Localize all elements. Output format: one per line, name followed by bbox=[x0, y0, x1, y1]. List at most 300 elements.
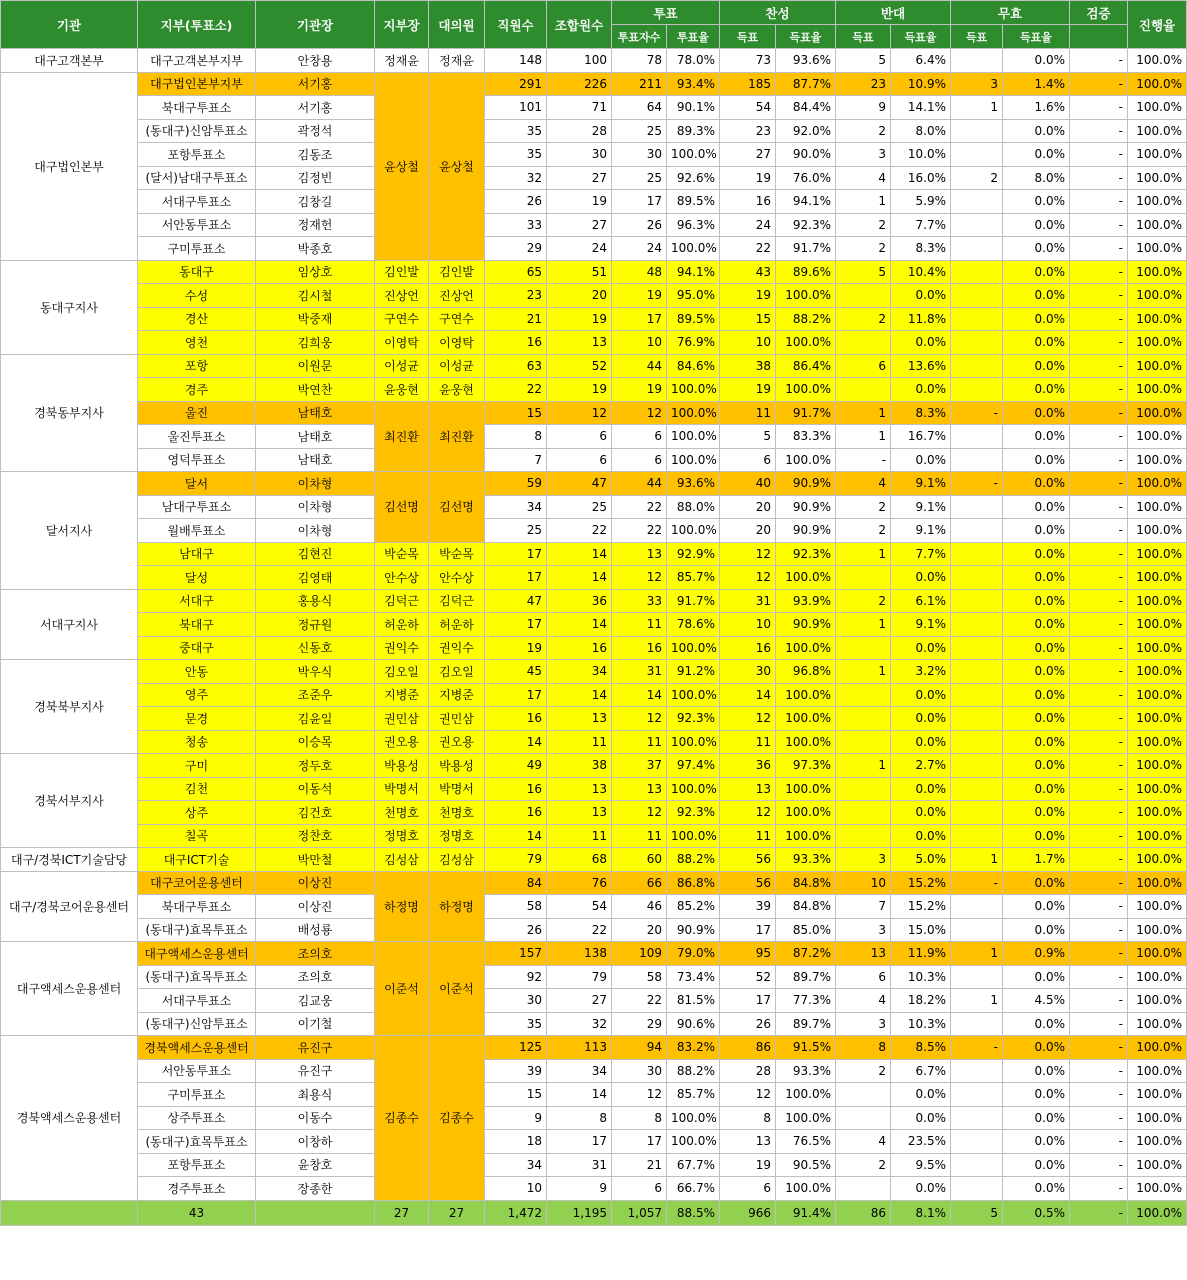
total-verify-cell: - bbox=[1070, 1200, 1128, 1225]
head-cell: 김희웅 bbox=[256, 331, 375, 355]
staff-cell: 39 bbox=[485, 1059, 547, 1083]
members-cell: 51 bbox=[547, 260, 612, 284]
head-cell: 이차형 bbox=[256, 519, 375, 543]
no-count-cell: 1 bbox=[836, 660, 891, 684]
no-count-cell bbox=[836, 683, 891, 707]
vote-rate-cell: 78.0% bbox=[667, 49, 720, 73]
no-count-cell bbox=[836, 1177, 891, 1201]
branch-head-cell: 김성삼 bbox=[375, 848, 429, 872]
invalid-count-cell: 2 bbox=[951, 166, 1003, 190]
head-cell: 정두호 bbox=[256, 754, 375, 778]
head-cell: 이동석 bbox=[256, 777, 375, 801]
branch-cell: 달서 bbox=[138, 472, 256, 496]
org-cell: 대구법인본부 bbox=[1, 72, 138, 260]
yes-count-cell: 16 bbox=[720, 190, 776, 214]
progress-cell: 100.0% bbox=[1128, 354, 1187, 378]
members-cell: 20 bbox=[547, 284, 612, 308]
total-head-cell bbox=[256, 1200, 375, 1225]
yes-count-cell: 8 bbox=[720, 1106, 776, 1130]
header-vote: 투표 bbox=[612, 1, 720, 25]
vote-rate-cell: 100.0% bbox=[667, 378, 720, 402]
no-rate-cell: 0.0% bbox=[891, 331, 951, 355]
head-cell: 김정빈 bbox=[256, 166, 375, 190]
staff-cell: 25 bbox=[485, 519, 547, 543]
no-count-cell bbox=[836, 331, 891, 355]
no-rate-cell: 0.0% bbox=[891, 1083, 951, 1107]
no-count-cell bbox=[836, 777, 891, 801]
header-invalid-rate: 득표율 bbox=[1003, 25, 1070, 49]
delegate-cell: 구연수 bbox=[429, 307, 485, 331]
total-no-count-cell: 86 bbox=[836, 1200, 891, 1225]
invalid-count-cell bbox=[951, 260, 1003, 284]
yes-rate-cell: 100.0% bbox=[776, 1106, 836, 1130]
invalid-count-cell: - bbox=[951, 871, 1003, 895]
invalid-rate-cell: 0.0% bbox=[1003, 895, 1070, 919]
table-row bbox=[1, 1130, 1187, 1154]
branch-cell: 중대구 bbox=[138, 636, 256, 660]
members-cell: 13 bbox=[547, 331, 612, 355]
table-row bbox=[1, 918, 1187, 942]
no-count-cell: 10 bbox=[836, 871, 891, 895]
members-cell: 19 bbox=[547, 378, 612, 402]
table-body bbox=[1, 49, 1187, 1226]
vote-rate-cell: 92.3% bbox=[667, 707, 720, 731]
delegate-cell: 정재윤 bbox=[429, 49, 485, 73]
progress-cell: 100.0% bbox=[1128, 425, 1187, 449]
vote-rate-cell: 100.0% bbox=[667, 1106, 720, 1130]
vote-count-cell: 37 bbox=[612, 754, 667, 778]
invalid-rate-cell: 0.0% bbox=[1003, 1130, 1070, 1154]
vote-rate-cell: 100.0% bbox=[667, 237, 720, 261]
yes-count-cell: 20 bbox=[720, 519, 776, 543]
invalid-rate-cell: 1.4% bbox=[1003, 72, 1070, 96]
table-row bbox=[1, 1012, 1187, 1036]
progress-cell: 100.0% bbox=[1128, 918, 1187, 942]
verify-cell: - bbox=[1070, 49, 1128, 73]
vote-count-cell: 10 bbox=[612, 331, 667, 355]
invalid-count-cell bbox=[951, 425, 1003, 449]
progress-cell: 100.0% bbox=[1128, 636, 1187, 660]
branch-head-cell: 지병준 bbox=[375, 683, 429, 707]
branch-cell: 남대구 bbox=[138, 542, 256, 566]
invalid-rate-cell: 0.0% bbox=[1003, 566, 1070, 590]
yes-count-cell: 17 bbox=[720, 989, 776, 1013]
members-cell: 14 bbox=[547, 683, 612, 707]
vote-rate-cell: 66.7% bbox=[667, 1177, 720, 1201]
invalid-count-cell bbox=[951, 730, 1003, 754]
invalid-count-cell: 1 bbox=[951, 989, 1003, 1013]
yes-count-cell: 19 bbox=[720, 284, 776, 308]
invalid-rate-cell: 0.0% bbox=[1003, 1083, 1070, 1107]
verify-cell: - bbox=[1070, 472, 1128, 496]
vote-rate-cell: 100.0% bbox=[667, 519, 720, 543]
branch-head-cell: 이준석 bbox=[375, 942, 429, 1036]
invalid-rate-cell: 0.0% bbox=[1003, 143, 1070, 167]
vote-rate-cell: 92.3% bbox=[667, 801, 720, 825]
vote-count-cell: 109 bbox=[612, 942, 667, 966]
invalid-rate-cell: 0.0% bbox=[1003, 730, 1070, 754]
yes-rate-cell: 92.0% bbox=[776, 119, 836, 143]
invalid-rate-cell: 0.0% bbox=[1003, 871, 1070, 895]
org-cell: 경북액세스운용센터 bbox=[1, 1036, 138, 1201]
head-cell: 김교웅 bbox=[256, 989, 375, 1013]
invalid-count-cell bbox=[951, 331, 1003, 355]
org-cell: 대구/경북ICT기술담당 bbox=[1, 848, 138, 872]
vote-count-cell: 22 bbox=[612, 519, 667, 543]
yes-count-cell: 6 bbox=[720, 1177, 776, 1201]
progress-cell: 100.0% bbox=[1128, 96, 1187, 120]
members-cell: 6 bbox=[547, 425, 612, 449]
no-rate-cell: 0.0% bbox=[891, 730, 951, 754]
no-rate-cell: 6.1% bbox=[891, 589, 951, 613]
yes-rate-cell: 90.9% bbox=[776, 613, 836, 637]
yes-count-cell: 11 bbox=[720, 401, 776, 425]
yes-rate-cell: 76.0% bbox=[776, 166, 836, 190]
yes-rate-cell: 87.2% bbox=[776, 942, 836, 966]
table-row bbox=[1, 566, 1187, 590]
branch-head-cell: 박순목 bbox=[375, 542, 429, 566]
yes-count-cell: 73 bbox=[720, 49, 776, 73]
staff-cell: 26 bbox=[485, 918, 547, 942]
branch-cell: 영덕투표소 bbox=[138, 448, 256, 472]
branch-head-cell: 윤상철 bbox=[375, 72, 429, 260]
progress-cell: 100.0% bbox=[1128, 1177, 1187, 1201]
head-cell: 이동수 bbox=[256, 1106, 375, 1130]
branch-cell: 상주투표소 bbox=[138, 1106, 256, 1130]
staff-cell: 22 bbox=[485, 378, 547, 402]
no-rate-cell: 15.2% bbox=[891, 871, 951, 895]
table-row bbox=[1, 871, 1187, 895]
no-rate-cell: 8.3% bbox=[891, 237, 951, 261]
delegate-cell: 정명호 bbox=[429, 824, 485, 848]
invalid-rate-cell: 0.0% bbox=[1003, 1036, 1070, 1060]
branch-cell: 경북액세스운용센터 bbox=[138, 1036, 256, 1060]
invalid-count-cell: - bbox=[951, 472, 1003, 496]
yes-rate-cell: 86.4% bbox=[776, 354, 836, 378]
vote-count-cell: 17 bbox=[612, 190, 667, 214]
no-rate-cell: 0.0% bbox=[891, 801, 951, 825]
total-staff-cell: 1,472 bbox=[485, 1200, 547, 1225]
verify-cell: - bbox=[1070, 495, 1128, 519]
progress-cell: 100.0% bbox=[1128, 613, 1187, 637]
invalid-rate-cell: 0.0% bbox=[1003, 307, 1070, 331]
table-row bbox=[1, 613, 1187, 637]
vote-count-cell: 12 bbox=[612, 707, 667, 731]
no-count-cell: 1 bbox=[836, 190, 891, 214]
branch-head-cell: 권민삼 bbox=[375, 707, 429, 731]
total-delegate-cell: 27 bbox=[429, 1200, 485, 1225]
no-rate-cell: 0.0% bbox=[891, 824, 951, 848]
head-cell: 서기홍 bbox=[256, 96, 375, 120]
branch-head-cell: 박용성 bbox=[375, 754, 429, 778]
no-count-cell bbox=[836, 801, 891, 825]
staff-cell: 29 bbox=[485, 237, 547, 261]
invalid-rate-cell: 0.0% bbox=[1003, 824, 1070, 848]
vote-rate-cell: 85.7% bbox=[667, 1083, 720, 1107]
invalid-rate-cell: 0.0% bbox=[1003, 237, 1070, 261]
staff-cell: 16 bbox=[485, 707, 547, 731]
no-rate-cell: 11.8% bbox=[891, 307, 951, 331]
no-count-cell bbox=[836, 1083, 891, 1107]
total-invalid-count-cell: 5 bbox=[951, 1200, 1003, 1225]
no-rate-cell: 5.0% bbox=[891, 848, 951, 872]
vote-rate-cell: 93.4% bbox=[667, 72, 720, 96]
yes-count-cell: 38 bbox=[720, 354, 776, 378]
header-invalid: 무효 bbox=[951, 1, 1070, 25]
verify-cell: - bbox=[1070, 542, 1128, 566]
yes-count-cell: 10 bbox=[720, 331, 776, 355]
yes-count-cell: 24 bbox=[720, 213, 776, 237]
vote-rate-cell: 100.0% bbox=[667, 824, 720, 848]
members-cell: 31 bbox=[547, 1153, 612, 1177]
staff-cell: 21 bbox=[485, 307, 547, 331]
no-count-cell: 2 bbox=[836, 519, 891, 543]
yes-rate-cell: 90.9% bbox=[776, 495, 836, 519]
progress-cell: 100.0% bbox=[1128, 801, 1187, 825]
table-row bbox=[1, 72, 1187, 96]
invalid-rate-cell: 0.0% bbox=[1003, 1059, 1070, 1083]
yes-count-cell: 86 bbox=[720, 1036, 776, 1060]
yes-rate-cell: 100.0% bbox=[776, 1177, 836, 1201]
staff-cell: 26 bbox=[485, 190, 547, 214]
delegate-cell: 김덕근 bbox=[429, 589, 485, 613]
progress-cell: 100.0% bbox=[1128, 660, 1187, 684]
vote-count-cell: 94 bbox=[612, 1036, 667, 1060]
staff-cell: 14 bbox=[485, 824, 547, 848]
invalid-count-cell bbox=[951, 378, 1003, 402]
head-cell: 유진구 bbox=[256, 1036, 375, 1060]
verify-cell: - bbox=[1070, 636, 1128, 660]
branch-head-cell: 이성균 bbox=[375, 354, 429, 378]
verify-cell: - bbox=[1070, 96, 1128, 120]
no-rate-cell: 10.9% bbox=[891, 72, 951, 96]
yes-count-cell: 56 bbox=[720, 871, 776, 895]
staff-cell: 79 bbox=[485, 848, 547, 872]
table-row bbox=[1, 895, 1187, 919]
branch-cell: (동대구)효목투표소 bbox=[138, 1130, 256, 1154]
branch-cell: (달서)남대구투표소 bbox=[138, 166, 256, 190]
branch-cell: 구미투표소 bbox=[138, 237, 256, 261]
no-count-cell: 2 bbox=[836, 495, 891, 519]
members-cell: 14 bbox=[547, 613, 612, 637]
vote-count-cell: 33 bbox=[612, 589, 667, 613]
no-count-cell: 2 bbox=[836, 589, 891, 613]
yes-rate-cell: 93.9% bbox=[776, 589, 836, 613]
org-cell: 경북북부지사 bbox=[1, 660, 138, 754]
table-row bbox=[1, 636, 1187, 660]
progress-cell: 100.0% bbox=[1128, 237, 1187, 261]
verify-cell: - bbox=[1070, 613, 1128, 637]
staff-cell: 35 bbox=[485, 119, 547, 143]
branch-head-cell: 정명호 bbox=[375, 824, 429, 848]
no-rate-cell: 0.0% bbox=[891, 1177, 951, 1201]
members-cell: 27 bbox=[547, 166, 612, 190]
branch-cell: 대구고객본부지부 bbox=[138, 49, 256, 73]
yes-rate-cell: 77.3% bbox=[776, 989, 836, 1013]
yes-count-cell: 30 bbox=[720, 660, 776, 684]
staff-cell: 45 bbox=[485, 660, 547, 684]
yes-rate-cell: 100.0% bbox=[776, 801, 836, 825]
staff-cell: 157 bbox=[485, 942, 547, 966]
head-cell: 장종한 bbox=[256, 1177, 375, 1201]
yes-count-cell: 40 bbox=[720, 472, 776, 496]
head-cell: 곽정석 bbox=[256, 119, 375, 143]
members-cell: 34 bbox=[547, 660, 612, 684]
no-count-cell: - bbox=[836, 448, 891, 472]
vote-rate-cell: 90.1% bbox=[667, 96, 720, 120]
vote-count-cell: 48 bbox=[612, 260, 667, 284]
yes-count-cell: 13 bbox=[720, 1130, 776, 1154]
invalid-rate-cell: 0.9% bbox=[1003, 942, 1070, 966]
table-row bbox=[1, 237, 1187, 261]
yes-rate-cell: 97.3% bbox=[776, 754, 836, 778]
yes-count-cell: 22 bbox=[720, 237, 776, 261]
members-cell: 11 bbox=[547, 824, 612, 848]
yes-rate-cell: 93.6% bbox=[776, 49, 836, 73]
org-cell: 달서지사 bbox=[1, 472, 138, 590]
vote-rate-cell: 100.0% bbox=[667, 636, 720, 660]
no-count-cell: 2 bbox=[836, 119, 891, 143]
head-cell: 박종호 bbox=[256, 237, 375, 261]
delegate-cell: 안수상 bbox=[429, 566, 485, 590]
staff-cell: 92 bbox=[485, 965, 547, 989]
invalid-rate-cell: 0.0% bbox=[1003, 707, 1070, 731]
total-vote-rate-cell: 88.5% bbox=[667, 1200, 720, 1225]
staff-cell: 30 bbox=[485, 989, 547, 1013]
staff-cell: 17 bbox=[485, 613, 547, 637]
vote-rate-cell: 67.7% bbox=[667, 1153, 720, 1177]
invalid-rate-cell: 0.0% bbox=[1003, 448, 1070, 472]
branch-cell: 서안동투표소 bbox=[138, 1059, 256, 1083]
no-count-cell: 13 bbox=[836, 942, 891, 966]
branch-cell: (동대구)신암투표소 bbox=[138, 119, 256, 143]
vote-rate-cell: 93.6% bbox=[667, 472, 720, 496]
invalid-count-cell bbox=[951, 519, 1003, 543]
staff-cell: 15 bbox=[485, 401, 547, 425]
head-cell: 이상진 bbox=[256, 871, 375, 895]
vote-count-cell: 19 bbox=[612, 284, 667, 308]
header-no: 반대 bbox=[836, 1, 951, 25]
yes-count-cell: 56 bbox=[720, 848, 776, 872]
delegate-cell: 김선명 bbox=[429, 472, 485, 543]
vote-rate-cell: 86.8% bbox=[667, 871, 720, 895]
table-row bbox=[1, 1153, 1187, 1177]
yes-count-cell: 19 bbox=[720, 166, 776, 190]
table-row bbox=[1, 448, 1187, 472]
no-rate-cell: 8.3% bbox=[891, 401, 951, 425]
staff-cell: 7 bbox=[485, 448, 547, 472]
header-org: 기관 bbox=[1, 1, 138, 49]
members-cell: 36 bbox=[547, 589, 612, 613]
vote-rate-cell: 88.0% bbox=[667, 495, 720, 519]
members-cell: 54 bbox=[547, 895, 612, 919]
header-yes-rate: 득표율 bbox=[776, 25, 836, 49]
delegate-cell: 김성삼 bbox=[429, 848, 485, 872]
progress-cell: 100.0% bbox=[1128, 589, 1187, 613]
no-rate-cell: 0.0% bbox=[891, 777, 951, 801]
verify-cell: - bbox=[1070, 378, 1128, 402]
yes-count-cell: 14 bbox=[720, 683, 776, 707]
yes-count-cell: 12 bbox=[720, 801, 776, 825]
members-cell: 27 bbox=[547, 989, 612, 1013]
vote-rate-cell: 91.7% bbox=[667, 589, 720, 613]
progress-cell: 100.0% bbox=[1128, 284, 1187, 308]
progress-cell: 100.0% bbox=[1128, 777, 1187, 801]
header-delegate: 대의원 bbox=[429, 1, 485, 49]
progress-cell: 100.0% bbox=[1128, 143, 1187, 167]
members-cell: 68 bbox=[547, 848, 612, 872]
vote-rate-cell: 100.0% bbox=[667, 683, 720, 707]
vote-rate-cell: 89.3% bbox=[667, 119, 720, 143]
verify-cell: - bbox=[1070, 754, 1128, 778]
vote-count-cell: 30 bbox=[612, 1059, 667, 1083]
vote-rate-cell: 100.0% bbox=[667, 143, 720, 167]
verify-cell: - bbox=[1070, 1012, 1128, 1036]
progress-cell: 100.0% bbox=[1128, 1012, 1187, 1036]
table-row bbox=[1, 1083, 1187, 1107]
invalid-count-cell bbox=[951, 1059, 1003, 1083]
invalid-count-cell: - bbox=[951, 1036, 1003, 1060]
yes-count-cell: 15 bbox=[720, 307, 776, 331]
invalid-count-cell bbox=[951, 448, 1003, 472]
yes-count-cell: 12 bbox=[720, 566, 776, 590]
vote-count-cell: 12 bbox=[612, 401, 667, 425]
verify-cell: - bbox=[1070, 801, 1128, 825]
progress-cell: 100.0% bbox=[1128, 307, 1187, 331]
vote-count-cell: 22 bbox=[612, 989, 667, 1013]
vote-rate-cell: 100.0% bbox=[667, 425, 720, 449]
delegate-cell: 이영탁 bbox=[429, 331, 485, 355]
members-cell: 13 bbox=[547, 801, 612, 825]
branch-head-cell: 권오용 bbox=[375, 730, 429, 754]
yes-rate-cell: 90.0% bbox=[776, 143, 836, 167]
table-row bbox=[1, 848, 1187, 872]
no-count-cell: 2 bbox=[836, 1059, 891, 1083]
table-row bbox=[1, 754, 1187, 778]
branch-head-cell: 김오일 bbox=[375, 660, 429, 684]
invalid-count-cell bbox=[951, 119, 1003, 143]
yes-rate-cell: 100.0% bbox=[776, 730, 836, 754]
members-cell: 13 bbox=[547, 777, 612, 801]
org-cell: 대구액세스운용센터 bbox=[1, 942, 138, 1036]
no-rate-cell: 10.3% bbox=[891, 1012, 951, 1036]
members-cell: 13 bbox=[547, 707, 612, 731]
members-cell: 19 bbox=[547, 307, 612, 331]
head-cell: 김창길 bbox=[256, 190, 375, 214]
verify-cell: - bbox=[1070, 707, 1128, 731]
staff-cell: 16 bbox=[485, 331, 547, 355]
no-rate-cell: 2.7% bbox=[891, 754, 951, 778]
members-cell: 76 bbox=[547, 871, 612, 895]
progress-cell: 100.0% bbox=[1128, 472, 1187, 496]
table-row bbox=[1, 660, 1187, 684]
invalid-count-cell: 3 bbox=[951, 72, 1003, 96]
yes-count-cell: 19 bbox=[720, 378, 776, 402]
head-cell: 김윤일 bbox=[256, 707, 375, 731]
branch-cell: (동대구)신암투표소 bbox=[138, 1012, 256, 1036]
vote-rate-cell: 94.1% bbox=[667, 260, 720, 284]
progress-cell: 100.0% bbox=[1128, 566, 1187, 590]
delegate-cell: 윤상철 bbox=[429, 72, 485, 260]
no-rate-cell: 0.0% bbox=[891, 378, 951, 402]
progress-cell: 100.0% bbox=[1128, 190, 1187, 214]
head-cell: 김건호 bbox=[256, 801, 375, 825]
members-cell: 14 bbox=[547, 542, 612, 566]
head-cell: 조의호 bbox=[256, 942, 375, 966]
header-yes: 찬성 bbox=[720, 1, 836, 25]
verify-cell: - bbox=[1070, 918, 1128, 942]
invalid-count-cell bbox=[951, 566, 1003, 590]
